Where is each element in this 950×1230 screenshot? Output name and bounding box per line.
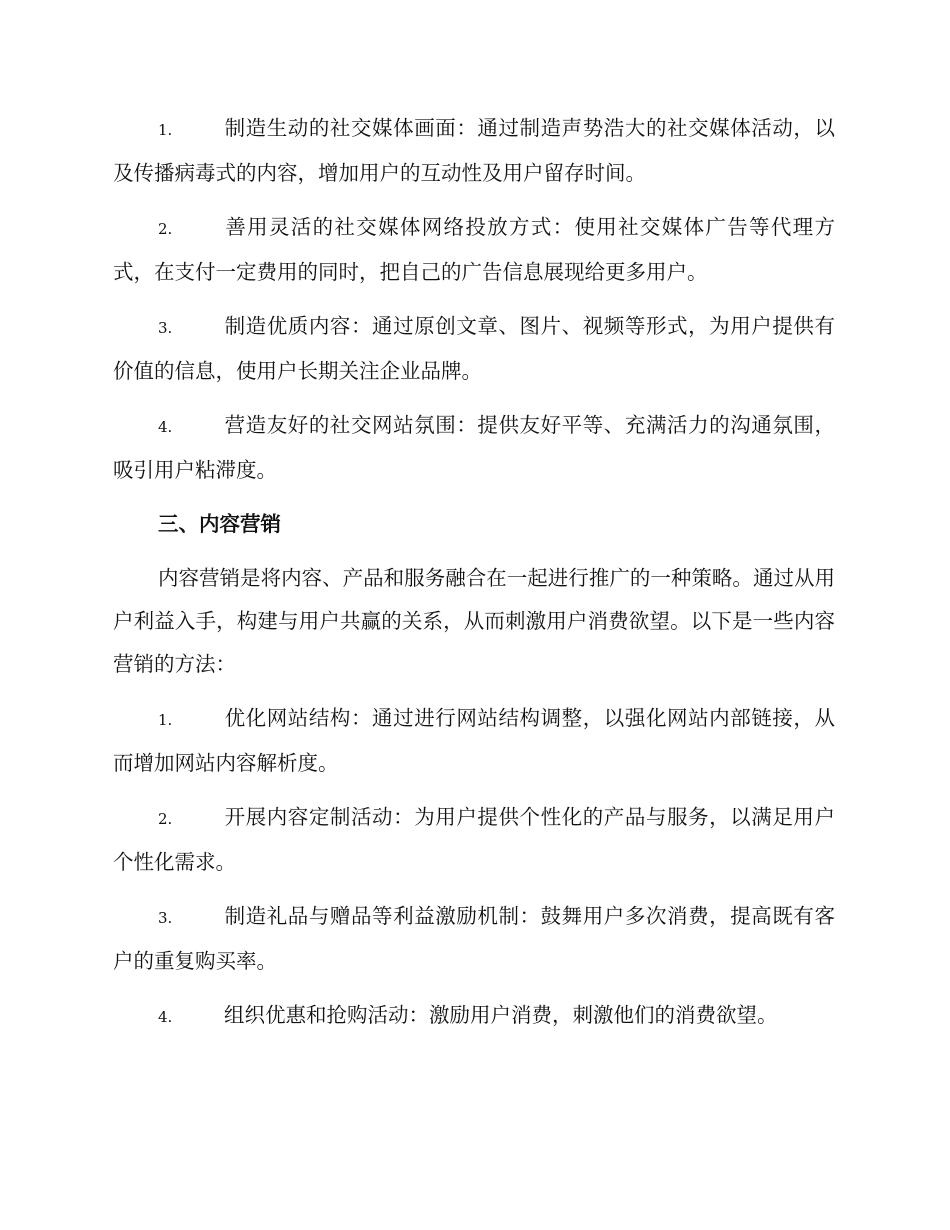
list-number: 2. [158, 220, 173, 238]
list-item-text: 制造生动的社交媒体画面：通过制造声势浩大的社交媒体活动，以及传播病毒式的内容，增加用户的互动性及用户留存时间。 [113, 116, 835, 185]
list-item [113, 206, 835, 294]
list-number: 4. [158, 418, 173, 436]
list-item-text: 制造礼品与赠品等利益激励机制：鼓舞用户多次消费，提高既有客户的重复购买率。 [113, 904, 835, 973]
list-item [113, 305, 835, 393]
list-item-text: 开展内容定制活动：为用户提供个性化的产品与服务，以满足用户个性化需求。 [113, 805, 835, 874]
list-item-text: 制造优质内容：通过原创文章、图片、视频等形式，为用户提供有价值的信息，使用户长期关注企业品牌。 [113, 314, 835, 383]
list-item [113, 796, 835, 884]
list-item-text: 优化网站结构：通过进行网站结构调整，以强化网站内部链接，从而增加网站内容解析度。 [113, 706, 835, 775]
list-item [113, 994, 835, 1039]
list-item [113, 895, 835, 983]
list-item-text: 善用灵活的社交媒体网络投放方式：使用社交媒体广告等代理方式，在支付一定费用的同时，把自己的广告信息展现给更多用户。 [113, 215, 835, 284]
list-number: 1. [158, 711, 173, 729]
list-item [113, 107, 835, 195]
document-page [113, 107, 835, 1050]
list-number: 1. [158, 121, 173, 139]
list-number: 3. [158, 319, 173, 337]
list-number: 2. [158, 810, 173, 828]
list-item [113, 697, 835, 785]
list-number: 3. [158, 909, 173, 927]
section-heading: 三、内容营销 [158, 512, 281, 536]
intro-paragraph: 内容营销是将内容、产品和服务融合在一起进行推广的一种策略。通过从用户利益入手，构建与用户共赢的关系，从而刺激用户消费欲望。以下是一些内容营销的方法： [113, 566, 835, 676]
list-item [113, 404, 835, 492]
list-item-text: 组织优惠和抢购活动：激励用户消费，刺激他们的消费欲望。 [224, 1003, 778, 1027]
list-number: 4. [158, 1008, 173, 1026]
list-item-text: 营造友好的社交网站氛围：提供友好平等、充满活力的沟通氛围，吸引用户粘滞度。 [113, 413, 835, 482]
